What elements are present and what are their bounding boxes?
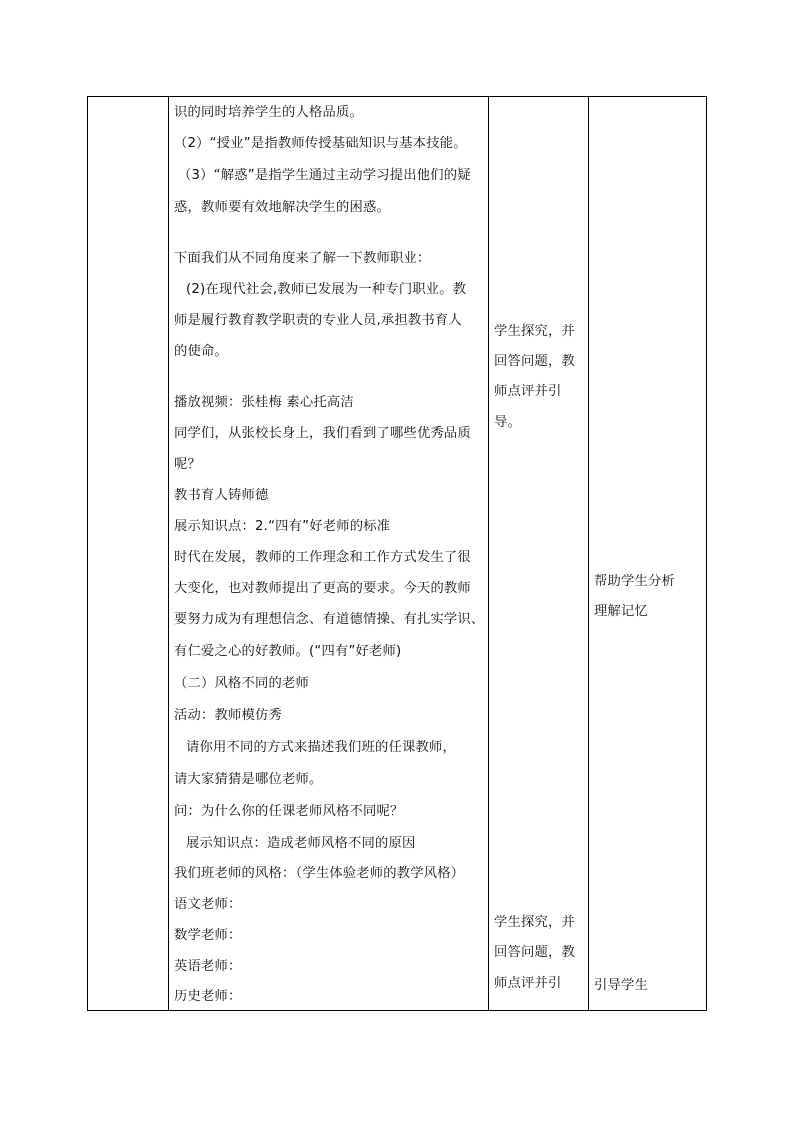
content-line: 语文老师：	[174, 897, 242, 912]
content-line: 的使命。	[174, 344, 228, 359]
column-divider	[168, 97, 169, 1010]
content-line: 请大家猜猜是哪位老师。	[174, 772, 323, 787]
section-heading: （二）风格不同的老师	[174, 676, 309, 691]
student-activity-line: 学生探究，并	[494, 324, 575, 339]
content-line: 惑，教师要有效地解决学生的困惑。	[174, 200, 390, 215]
content-line: 播放视频：张桂梅 素心托高洁	[174, 395, 354, 410]
content-line: 同学们，从张校长身上，我们看到了哪些优秀品质	[174, 426, 471, 441]
design-purpose-line: 帮助学生分析	[594, 574, 675, 589]
content-line: 请你用不同的方式来描述我们班的任课教师，	[186, 740, 456, 755]
lesson-plan-table	[87, 96, 707, 1011]
column-divider	[588, 97, 589, 1010]
design-purpose-column	[594, 97, 704, 1010]
student-activity-line: 学生探究，并	[494, 915, 575, 930]
content-line: 英语老师：	[174, 959, 242, 974]
design-purpose-line: 引导学生	[594, 978, 648, 993]
content-line: 问：为什么你的任课老师风格不同呢？	[174, 804, 404, 819]
student-activity-line: 回答问题，教	[494, 945, 575, 960]
content-line: 展示知识点：造成老师风格不同的原因	[186, 836, 416, 851]
student-activity-column	[494, 97, 584, 1010]
design-purpose-line: 理解记忆	[594, 604, 648, 619]
content-line: 有仁爱之心的好教师。(“四有”好老师)	[174, 644, 402, 659]
student-activity-line: 师点评并引	[494, 976, 562, 991]
column-divider	[488, 97, 489, 1010]
student-activity-line: 师点评并引	[494, 384, 562, 399]
content-line: （2）“授业”是指教师传授基础知识与基本技能。	[174, 136, 467, 151]
content-line: 我们班老师的风格：（学生体验老师的教学风格）	[174, 866, 465, 881]
content-line: 师是履行教育教学职责的专业人员,承担教书育人	[174, 313, 462, 328]
student-activity-line: 导。	[494, 415, 521, 430]
content-line: 活动：教师模仿秀	[174, 708, 282, 723]
content-line: 识的同时培养学生的人格品质。	[174, 105, 363, 120]
content-line: 历史老师：	[174, 989, 242, 1004]
content-line: 教书育人铸师德	[174, 488, 269, 503]
content-line: 数学老师：	[174, 928, 242, 943]
content-line: (2)在现代社会,教师已发展为一种专门职业。教	[186, 282, 467, 297]
teaching-content-column	[174, 97, 485, 1010]
content-line: 呢？	[174, 457, 201, 472]
content-line: 时代在发展，教师的工作理念和工作方式发生了很	[174, 550, 471, 565]
content-line: 要努力成为有理想信念、有道德情操、有扎实学识、	[174, 612, 485, 627]
content-line: （3）“解惑”是指学生通过主动学习提出他们的疑	[178, 168, 471, 183]
student-activity-line: 回答问题，教	[494, 354, 575, 369]
content-line: 大变化，也对教师提出了更高的要求。今天的教师	[174, 581, 471, 596]
content-line: 展示知识点：2.“四有”好老师的标准	[174, 519, 391, 534]
content-line: 下面我们从不同角度来了解一下教师职业：	[174, 251, 431, 266]
